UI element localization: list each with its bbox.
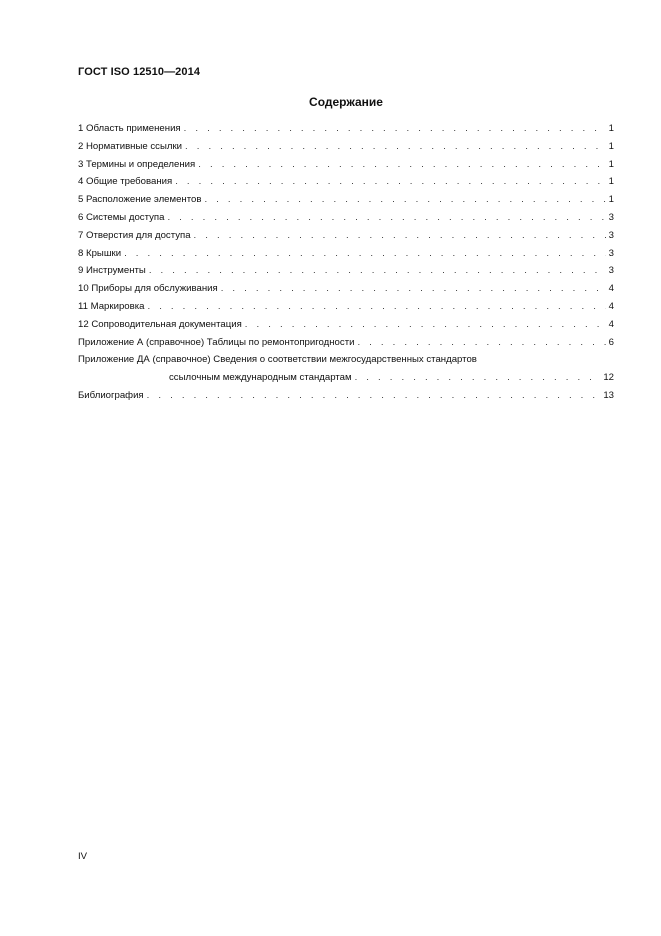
dot-leader (147, 387, 601, 405)
toc-entry[interactable] (78, 245, 614, 263)
toc-entry-label: Библиография (78, 389, 144, 401)
toc-entry-page: 1 (608, 176, 614, 188)
toc-entry[interactable] (78, 173, 614, 191)
toc-entry[interactable] (78, 280, 614, 298)
standard-designation: ГОСТ ISO 12510—2014 (78, 66, 201, 78)
toc-entry-page: 6 (608, 336, 614, 348)
toc-entry[interactable] (78, 120, 614, 138)
toc-entry-page: 13 (603, 389, 614, 401)
table-of-contents (78, 120, 614, 405)
toc-entry-page: 3 (608, 247, 614, 259)
dot-leader (149, 262, 606, 280)
toc-entry-page: 1 (608, 194, 614, 206)
dot-leader (167, 209, 605, 227)
toc-entry[interactable] (78, 334, 614, 352)
toc-entry-label: 1 Область применения (78, 123, 181, 134)
toc-entry-label: Приложение ДА (справочное) Сведения о соответствии межгосударственных стандартов (78, 354, 477, 366)
dot-leader (357, 334, 605, 352)
dot-leader (185, 138, 606, 156)
page-number: IV (78, 851, 88, 862)
toc-entry-page: 1 (608, 140, 614, 152)
toc-title: Содержание (309, 95, 383, 109)
dot-leader (184, 120, 606, 138)
toc-entry[interactable] (78, 298, 614, 316)
toc-entry-page: 3 (608, 265, 614, 277)
dot-leader (175, 173, 605, 191)
toc-entry-label: 2 Нормативные ссылки (78, 140, 183, 152)
toc-entry-label: 4 Общие требования (78, 176, 173, 188)
toc-entry-page: 4 (608, 283, 614, 295)
toc-entry-label: 10 Приборы для обслуживания (78, 283, 218, 295)
dot-leader (124, 245, 606, 263)
dot-leader (245, 316, 606, 334)
dot-leader (147, 298, 605, 316)
toc-entry-bibliography[interactable] (78, 387, 614, 405)
dot-leader (221, 280, 606, 298)
toc-entry-page: 3 (608, 229, 614, 241)
toc-entry-label: 5 Расположение элементов (78, 194, 202, 206)
toc-entry[interactable] (78, 156, 614, 174)
toc-entry[interactable] (78, 227, 614, 245)
toc-entry-appendix-da[interactable] (78, 351, 614, 369)
toc-entry-label: 8 Крышки (78, 247, 122, 259)
toc-entry-page: 12 (603, 372, 614, 384)
dot-leader (194, 227, 606, 245)
toc-entry[interactable] (78, 209, 614, 227)
dot-leader (198, 156, 605, 174)
toc-entry-label: ссылочным международным стандартам (169, 372, 352, 384)
toc-entry[interactable] (78, 191, 614, 209)
toc-entry-page: 4 (608, 318, 614, 330)
toc-entry-label: 11 Маркировка (78, 300, 145, 312)
dot-leader (355, 369, 601, 387)
toc-entry-label: 7 Отверстия для доступа (78, 229, 191, 241)
toc-entry-appendix-da-continuation[interactable] (78, 369, 614, 387)
dot-leader (204, 191, 605, 209)
toc-entry-page: 4 (608, 300, 614, 312)
toc-entry-label: 9 Инструменты (78, 265, 146, 277)
toc-entry-label: Приложение А (справочное) Таблицы по ремонтопригодности (78, 336, 355, 348)
toc-entry-label: 3 Термины и определения (78, 158, 196, 170)
toc-entry-label: 12 Сопроводительная документация (78, 318, 242, 330)
toc-entry-label: 6 Системы доступа (78, 211, 165, 223)
toc-entry[interactable] (78, 316, 614, 334)
toc-entry-page: 1 (608, 123, 614, 134)
toc-entry-page: 3 (608, 211, 614, 223)
toc-entry-page: 1 (608, 158, 614, 170)
toc-entry[interactable] (78, 262, 614, 280)
toc-entry[interactable] (78, 138, 614, 156)
